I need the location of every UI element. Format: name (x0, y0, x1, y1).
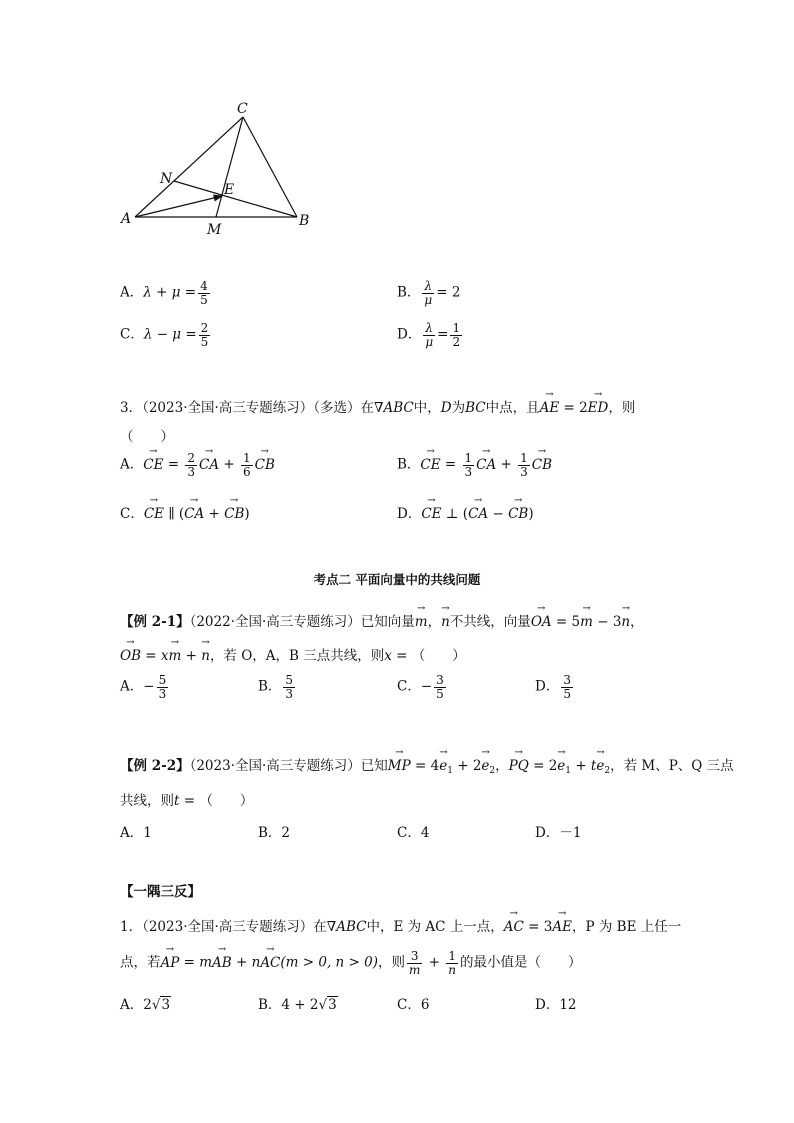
section-yiyu-sanfan: 【一隅三反】 (120, 884, 201, 900)
ex22-option-c[interactable]: C．4 (397, 825, 430, 841)
ex22-option-d[interactable]: D．－1 (535, 825, 582, 841)
side-ac (135, 117, 243, 217)
example-2-1-line1: 【例 2-1】（2022·全国·高三专题练习）已知向量→ m，→ n不共线，向量→ OA = 5→ m − 3→ n， (120, 610, 644, 630)
q2-option-a[interactable]: A．λ + μ = $\frac{4}{5}$ (120, 279, 208, 307)
q3-option-b[interactable]: B．→ CE = $\frac{1}{3}$ → CA + $\frac{1}{3}$ → CB (397, 452, 552, 478)
fraction: $\frac{1}{2}$ (452, 321, 461, 349)
q1-option-a[interactable]: A．2√3 (120, 997, 171, 1013)
segment-nb (174, 181, 297, 217)
ex22-option-b[interactable]: B．2 (258, 825, 291, 841)
q3-option-a[interactable]: A．→ CE = $\frac{2}{3}$ → CA + $\frac{1}{6}$ → CB (120, 452, 275, 478)
ex21-option-b[interactable]: B． $\frac{5}{3}$ (258, 673, 294, 701)
q1-option-b[interactable]: B．4 + 2√3 (258, 997, 337, 1013)
fraction: $\frac{2}{5}$ (200, 321, 209, 349)
example-2-2-line2: 共线，则t = （ ） (120, 793, 254, 809)
ex22-option-a[interactable]: A．1 (120, 825, 152, 841)
q3-option-c[interactable]: C．→ CE ∥ (→ CA + → CB) (120, 502, 250, 522)
q1-line2: 点，若→ AP = m→ AB + n→ AC(m > 0, n > 0)，则 $\frac{3}{m}$ + $\frac{1}{n}$ 的最小值是（ ） (120, 950, 582, 976)
q2-option-c[interactable]: C．λ − μ = $\frac{2}{5}$ (120, 321, 209, 349)
sqrt-icon: √ (151, 997, 161, 1013)
q3-stem: 3．（2023·全国·高三专题练习）（多选）在∇ABC中，D为BC中点，且→ AE = 2→ ED，则 (120, 396, 635, 416)
fraction: $\frac{4}{5}$ (200, 279, 208, 307)
example-2-2-line1: 【例 2-2】（2023·全国·高三专题练习）已知→ MP = $4\to e_1 + 2\to e_2$，→ PQ = $2\to e_1 + t\to e_2$，若 M、P、Q 三点 (120, 754, 734, 776)
side-cb (243, 117, 297, 217)
q3-option-d[interactable]: D．→ CE ⊥ (→ CA − → CB) (397, 502, 534, 522)
ex21-option-d[interactable]: D． $\frac{3}{5}$ (535, 673, 571, 701)
ex21-option-a[interactable]: A．− $\frac{5}{3}$ (120, 673, 167, 701)
label-c: C (237, 101, 248, 117)
vector-ae (135, 196, 222, 217)
sqrt-icon: √ (318, 997, 328, 1013)
label-n: N (160, 171, 173, 187)
label-b: B (299, 213, 310, 229)
ex21-option-c[interactable]: C．− $\frac{3}{5}$ (397, 673, 444, 701)
segment-cm (216, 117, 243, 217)
q2-option-b[interactable]: B． $\frac{\lambda}{\mu}$ = 2 (397, 279, 461, 307)
label-a: A (121, 211, 132, 227)
q1-option-d[interactable]: D．12 (535, 997, 577, 1013)
label-e: E (224, 182, 235, 198)
fraction: $\frac{\lambda}{\mu}$ (425, 321, 434, 349)
q1-option-c[interactable]: C．6 (397, 997, 430, 1013)
fraction: $\frac{\lambda}{\mu}$ (424, 279, 433, 307)
q3-paren: （ ） (120, 429, 174, 445)
section-title: 考点二 平面向量中的共线问题 (313, 572, 481, 587)
q1-line1: 1．（2023·全国·高三专题练习）在∇ABC中，E 为 AC 上一点，→ AC = 3→ AE，P 为 BE 上任一 (120, 915, 681, 935)
q2-option-d[interactable]: D． $\frac{\lambda}{\mu}$ = $\frac{1}{2}$ (397, 321, 461, 349)
label-m: M (207, 222, 222, 238)
example-2-1-line2: → OB = x→ m + → n，若 O，A，B 三点共线，则x = （ ） (120, 644, 466, 664)
triangle-diagram (115, 95, 330, 240)
